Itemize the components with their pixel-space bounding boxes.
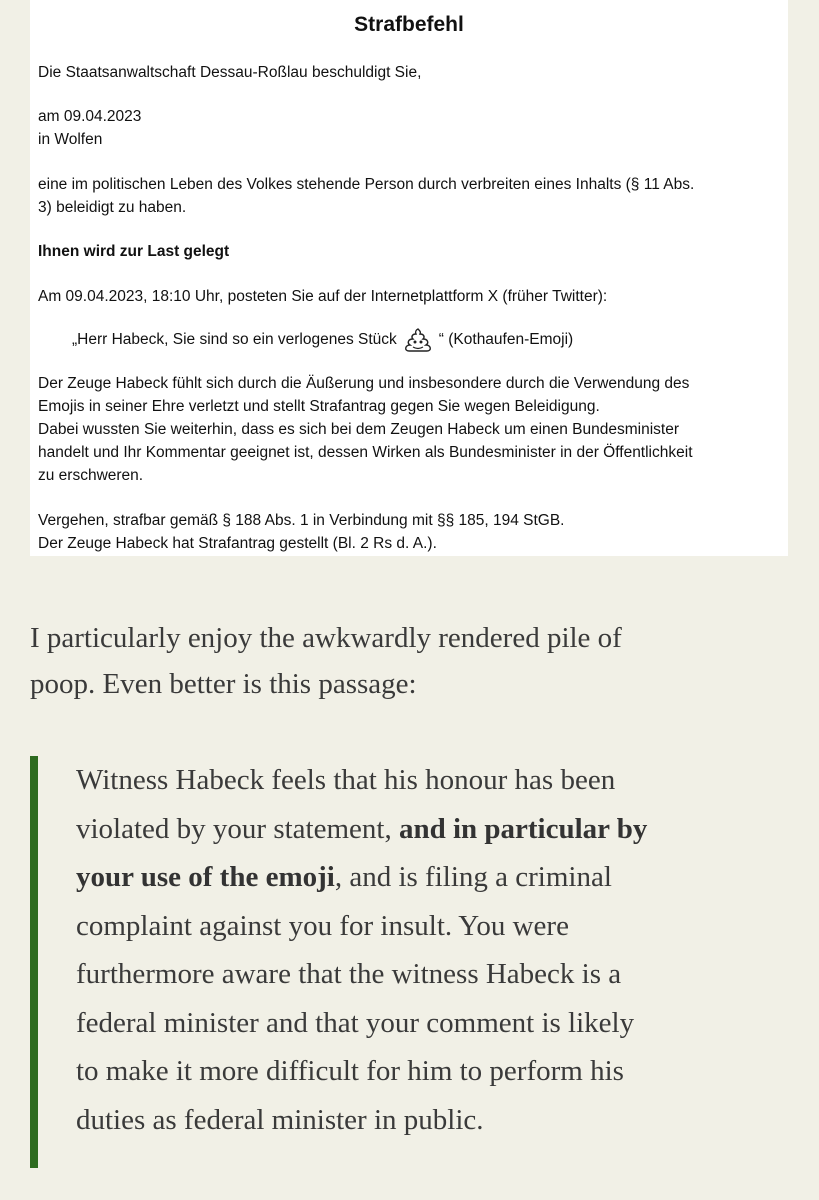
doc-line: Am 09.04.2023, 18:10 Uhr, posteten Sie auf der Internetplattform X (früher Twitter):	[38, 288, 608, 305]
quoted-post-text: „Herr Habeck, Sie sind so ein verlogenes Stück	[72, 331, 397, 348]
document-title: Strafbefehl	[354, 13, 464, 36]
doc-line: am 09.04.2023	[38, 108, 142, 125]
blockquote-emphasis: and in particular by	[398, 812, 648, 845]
doc-line: eine im politischen Leben des Volkes stehende Person durch verbreiten eines Inhalts (§ 11 Abs.	[38, 176, 695, 193]
blockquote-line: federal minister and that your comment is likely	[76, 1006, 635, 1039]
quoted-post-suffix: “ (Kothaufen-Emoji)	[438, 331, 574, 348]
blockquote-text: , and is filing a criminal	[334, 861, 612, 893]
quoted-post	[72, 327, 573, 353]
blockquote-line: to make it more difficult for him to perform his	[76, 1055, 624, 1087]
blockquote-line: Witness Habeck feels that his honour has been	[76, 764, 616, 796]
doc-line: Vergehen, strafbar gemäß § 188 Abs. 1 in Verbindung mit §§ 185, 194 StGB.	[38, 512, 565, 529]
article-paragraph	[30, 615, 790, 707]
blockquote-emphasis: your use of the emoji	[76, 861, 335, 893]
court-document-image	[30, 0, 788, 556]
doc-line: Dabei wussten Sie weiterhin, dass es sich bei dem Zeugen Habeck um einen Bundesminister	[38, 421, 680, 438]
doc-line: in Wolfen	[38, 131, 103, 148]
doc-line: handelt und Ihr Kommentar geeignet ist, dessen Wirken als Bundesminister in der Öffentlichkeit	[38, 444, 693, 461]
doc-line: Emojis in seiner Ehre verletzt und stellt Strafantrag gegen Sie wegen Beleidigung.	[38, 398, 600, 415]
doc-line: 3) beleidigt zu haben.	[38, 199, 187, 216]
paragraph-line: poop. Even better is this passage:	[30, 668, 417, 700]
doc-line: zu erschweren.	[38, 467, 144, 484]
doc-line: Der Zeuge Habeck hat Strafantrag gestellt (Bl. 2 Rs d. A.).	[38, 535, 437, 552]
pile-of-poo-icon	[403, 327, 433, 353]
blockquote-text: violated by your statement,	[76, 812, 399, 845]
doc-line: Der Zeuge Habeck fühlt sich durch die Äußerung und insbesondere durch die Verwendung des	[38, 375, 690, 392]
blockquote-line	[76, 805, 806, 854]
blockquote-line: duties as federal minister in public.	[76, 1103, 484, 1136]
blockquote-line	[76, 853, 806, 902]
paragraph-line: I particularly enjoy the awkwardly rendered pile of	[30, 622, 622, 654]
blockquote-bar	[30, 756, 38, 1168]
doc-line: Die Staatsanwaltschaft Dessau-Roßlau beschuldigt Sie,	[38, 64, 422, 81]
blockquote-line: furthermore aware that the witness Habeck is a	[76, 958, 622, 990]
doc-heading: Ihnen wird zur Last gelegt	[38, 243, 230, 260]
blockquote-line: complaint against you for insult. You were	[76, 909, 569, 942]
blockquote	[76, 756, 806, 1144]
